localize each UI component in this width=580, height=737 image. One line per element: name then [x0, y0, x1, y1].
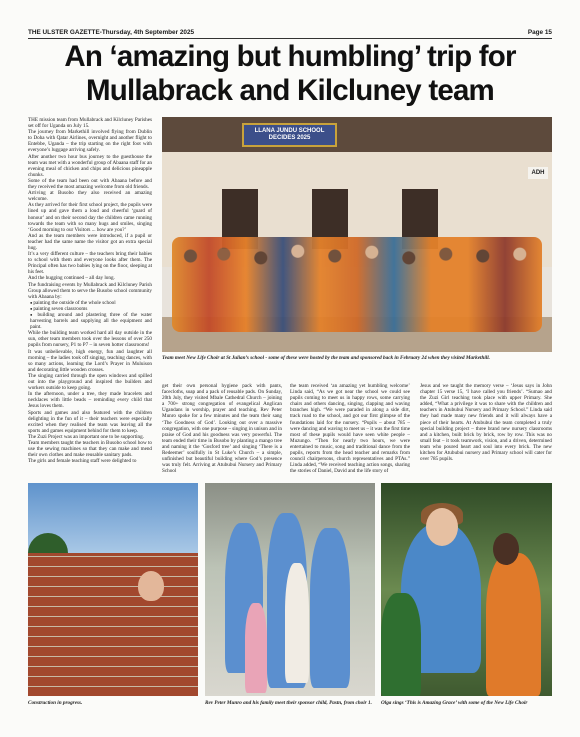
- paragraph: It’s a very different culture – the teachers bring their babies to school with them and everyone looks after them. The Principal often has two babies lying on the floor, sleeping at his feet.: [28, 251, 152, 276]
- headline-line-2: Mullabrack and Kilcluney team: [86, 74, 494, 107]
- masthead-rule: [28, 38, 552, 39]
- family-photo: [205, 483, 375, 696]
- paragraph: Some of the team had been out with Abaana before and they received the most amazing welcome from old friends.: [28, 177, 152, 191]
- main-photo-caption: Team meet New Life Choir at St Julian’s school - some of these were hosted by the team and sponsored back in February 24 when they visited Markethill.: [162, 355, 490, 361]
- family-caption: Rev Peter Munro and his family meet their sponsor child, Pastn, from choir 1.: [205, 700, 372, 706]
- paragraph: And as the team members were introduced, if a pupil or teacher had the same name the visitor got an extra special hug.: [28, 232, 152, 251]
- page-number: Page 15: [527, 29, 552, 36]
- brick-wall: [28, 553, 198, 696]
- choir-group: [172, 237, 542, 332]
- school-banner: LLANA JUNDU SCHOOL DECIDES 2025: [242, 123, 337, 147]
- main-photo-choir: [162, 117, 552, 352]
- paragraph: After another two hour bus journey to the guesthouse the team was met with a wonderful group of Abaana staff for an evening meal of chicken and chips and delicious pineapple chunks.: [28, 153, 152, 178]
- paper-name: THE ULSTER GAZETTE-Thursday, 4th September 2025: [28, 29, 195, 36]
- paragraph: The fundraising events by Mullabrack and Kilcluney Parish Group allowed them to serve the Busobo school community with Abaana by:: [28, 281, 152, 300]
- olga-singing-photo: [381, 483, 552, 696]
- paragraph: The Zuzi Project was an important one to be supporting.: [28, 433, 144, 440]
- olga-caption: Olga sings ‘This is Amazing Grace’ with some of the New Life Choir: [381, 700, 528, 706]
- paragraph: While the building team worked hard all day outside in the sun, other team members took over the lessons of over 250 pupils from nursery, P1 to P7 – in seven hotter classrooms!: [28, 330, 152, 349]
- paragraph: The journey from Markethill involved flying from Dublin to Doha with Qatar Airlines, overnight and another flight to Entebbe, Uganda – the trip starting on the right foot with everyone’s luggage arriving safely.: [28, 129, 152, 154]
- bullet-item: ● painting the outside of the whole school: [30, 300, 152, 306]
- paragraph: THE mission team from Mullabrack and Kilcluney Parishes set off for Uganda on July 15.: [28, 117, 152, 130]
- worker: [138, 571, 164, 601]
- building-sign: ADH: [528, 167, 548, 179]
- construction-caption: Construction in progress.: [28, 700, 83, 706]
- paragraph: The singing carried through the open windows and spilled out into the playground and inspired the builders and workers outside to keep going.: [28, 372, 152, 392]
- construction-photo: [28, 483, 198, 696]
- bullet-item: ● building around and plastering three of the water harvesting barrels and supplying all the equipment and paint.: [30, 312, 152, 330]
- paragraph: the team received ‘an amazing yet humbling welcome’ Linda said, “As we got near the school we could see pupils coming to meet us in happy rows, some carrying chairs and others dancing, singing, clapping and waving branches high. “We were paraded in along a side dirt, track road to the school, and got our first glimpse of the foundations laid for the nursery. “Pupils – about 785 – were dancing and waving to meet us – it was the first time most of these pupils would have seen white people – Muzungo. “Then for nearly two hours, we were entertained to music, song and traditional dance from the pupils, reports from the head teacher and remarks from council chairpersons, church representatives and PTAs.” Linda added, “We received teaching action songs, sharing the stories of Daniel, David and the life story of: [290, 383, 410, 475]
- headline: [28, 40, 552, 108]
- paragraph: Jesus and we taught the memory verse – ‘Jesus says in John chapter 15 verse 15, ‘I have called you friends’. “Sumao and the Zuzi Girl teaching took place with upper Primary. She added, “What a privilege it was to share with the children and teachers in Atububui Nursery and Primary School.” Linda said they had made many new friends and it will always have a piece of their hearts. At Atububui the team completed a truly special building project – three brand new nursery classrooms and a kitchen, built brick by brick, row by row. This was no small feat – it took teamwork, vision, and a driven, determined team who poured heart and soul into every brick. The new kitchen for Atububui nursery and Primary school will cater for over 785 pupils.: [420, 383, 552, 463]
- article-column-1: [28, 117, 152, 465]
- headline-line-1: An ‘amazing but humbling’ trip for: [64, 40, 516, 73]
- paragraph: Arriving at Busobo they also received an amazing welcome.: [28, 190, 152, 203]
- paragraph: As they arrived for their first school project, the pupils were lined up and gave them a loud and cheerful ‘guard of honour’ and on their second day the children came running towards the team with so many hugs and smiles, singing ‘Good morning to our Visitors ... how are you?’: [28, 202, 152, 233]
- bullet-list: [28, 300, 152, 330]
- paragraph: The girls and female teaching staff were delighted to: [28, 458, 137, 465]
- paragraph: get their own personal hygiene pack with pants, facecloths, soap and a pack of reusable pads. On Sunday, 20th July, they visited Mbale Cathedral Church – joining a 700+ strong congregation of evangelical Anglican Ugandans in worship, prayer and teaching. Rev Peter Munro spoke for a few minutes and the team their sang ‘The Goodness of God’. Looking out over a massive congregation, with one purpose – singing in unison and in praise of God and his goodness was very powerful. The team ended their time in Busobo by planting a mango tree and naming it the ‘Gosford tree’ and singing ‘There is a Redeemer’ soulfully in St Luke’s Church – a simple, unfinished but beautiful building where God’s presence was truly felt. Arriving at Atububui Nursery and Primary School: [162, 383, 282, 475]
- bullet-item: ● painting seven classrooms: [30, 306, 152, 312]
- paragraph: It was unbelievable, high energy, fun and laughter all morning – the ladies took off singing, teaching dances, with so many actions, learning the Lord’s Prayer in Muluison and decorating little wooden crosses.: [28, 348, 152, 373]
- paragraph: In the afternoon, under a tree, they made bracelets and necklaces with little beads – reminding every child that Jesus loves them.: [28, 391, 152, 410]
- paragraph: Sports and games and also featured with the children delighting in the fun of it – their teachers were especially excited when they realised the team was leaving all the sports and games equipment behind for them to keep.: [28, 409, 152, 434]
- paragraph: And the hugging continued – all day long.: [28, 275, 115, 282]
- paragraph: Team members taught the teachers in Busobo school how to use the sewing machines so that they can make and mend their own clothes and make reusable sanitary pads.: [28, 439, 152, 459]
